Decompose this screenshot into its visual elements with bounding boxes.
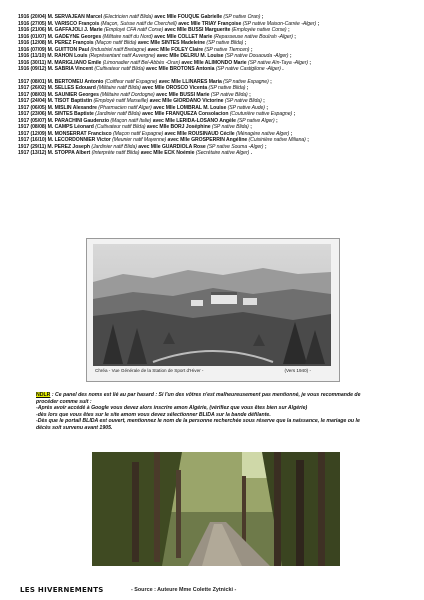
chrea-photo (93, 244, 331, 366)
entry-bride-note: (SP native Douaouda -Alger) (224, 53, 289, 59)
entry-avec: avec (156, 91, 168, 98)
entry-end: ; (244, 40, 247, 46)
entry-avec: avec (146, 124, 159, 130)
entry-avec: avec (167, 137, 179, 143)
entry-groom-note: (Maçon, Suisse natif de Cherchell) (100, 20, 177, 27)
entry-end: ; (250, 124, 252, 130)
entry-groom-note: (Représentant natif Auvergne) (88, 53, 156, 59)
entry-groom-note: (Cultivateur natif Blida) (95, 124, 146, 130)
entry-bride: Mlle ALIMONDO Marie (193, 59, 247, 66)
entry-groom-note: (Interprète natif Blida) (91, 150, 140, 156)
entry-bride: Mlle BROTONS Antonia (158, 66, 215, 72)
entry-groom-note: (Industriel natif Bretagne) (90, 46, 147, 53)
entry-avec: avec (138, 143, 150, 150)
entry-end: ; (309, 59, 312, 66)
entry-groom-note: (Pharmacien natif Alger) (98, 104, 152, 111)
entry-groom: M. SERVAJEAN Marcel (47, 14, 103, 20)
entry-bride: Mlle FOLÉY Claire (160, 46, 204, 53)
entry-avec: avec (153, 104, 165, 111)
entry-avec: avec (142, 85, 154, 91)
entry-end: ; (270, 78, 272, 85)
editor-note (36, 392, 400, 432)
entry-avec: avec (154, 33, 166, 40)
entry-groom: M. GADEYNE Georges (47, 33, 102, 40)
entry-bride-note: (Ménagère native Alger) (235, 130, 290, 137)
entry-groom-note: (Militaire natif Blida) (97, 85, 141, 91)
entry-bride-note: (SP native Blida) (206, 40, 244, 46)
entry-date: 1916 (21/06) (18, 27, 47, 33)
note-line-1 (36, 392, 400, 399)
entry-bride-note: (SP native Blida) (208, 85, 246, 91)
entry-avec: avec (154, 14, 166, 20)
note-line-6: décès soit survenu avant 1905. (36, 424, 113, 431)
forest-road-photo (92, 452, 340, 566)
entry-groom-note: (Jardinier natif Blida) (95, 111, 141, 117)
entry-groom-note: (Cultivateur natif Blida) (94, 66, 145, 72)
marriage-list (18, 14, 414, 157)
entry-bride-note: (SP native Aude) (227, 104, 265, 111)
entry-bride: Mlle GIORDANO Victorine (162, 98, 224, 104)
entry-date: 1916 (27/05) (18, 20, 47, 27)
note-text-1: : Ce panel des noms est lié au par hasard : Si l'un des vôtres n'est malheureusement pas mentionné, je vous recommande de (50, 392, 361, 398)
entry-end: . (282, 66, 284, 72)
entry-bride: Mlle FOUQUE Gabrielle (166, 14, 223, 20)
entry-date: 1917 (29/11) (18, 143, 47, 150)
entry-bride: Mlle OROSCO Vicenta (154, 85, 208, 91)
footer-series-title: LES HIVERNEMENTS (20, 586, 104, 594)
entry-avec: avec (181, 59, 193, 66)
entry-groom: M. MISLIN Alexandre (47, 104, 97, 111)
entry-end: ; (263, 98, 265, 104)
entry-groom-note: (Militaire natif Dordogne) (100, 91, 155, 98)
entry-bride-note: (Repasseuse native Bouïrah -Alger) (213, 33, 293, 40)
entry-groom: M. SABRIA Vincent (47, 66, 93, 72)
entry-groom: M. CAMPS Léonard (47, 124, 94, 130)
entry-end: ; (266, 104, 268, 111)
entry-avec: avec (146, 66, 158, 72)
entry-bride: Mlle LERIDA-LOSANO Angèle (165, 117, 236, 124)
entry-avec: avec (164, 27, 176, 33)
entry-groom: M. SELLES Edouard (47, 85, 96, 91)
entry-groom: M. MONSERRAT Francisco (47, 130, 112, 137)
entry-avec: avec (152, 117, 164, 124)
entry-groom-note: (Limonadier natif Bel-Abbès -Oran) (102, 59, 181, 66)
entry-date: 1916 (12/08) (18, 40, 47, 46)
entry-groom-note: (Employé CFA natif Corse) (104, 27, 164, 33)
entry-groom-note: (Maçon natif Blida) (94, 40, 137, 46)
entry-bride: Mlle BUSSI Marie (168, 91, 210, 98)
entry-groom-note: (Coiffeur natif Espagne) (104, 78, 158, 85)
entry-bride-note: (SP native Blida) (210, 91, 248, 98)
entry-end: ; (307, 137, 309, 143)
entry-groom: M. VARISCO François (47, 20, 100, 27)
entry-date: 1916 (11/10) (18, 53, 47, 59)
entry-avec: avec (156, 53, 168, 59)
caption-date: (Vers 1940) - (284, 368, 311, 373)
entry-bride: Mlle BORJ Joséphine (159, 124, 211, 130)
entry-bride-note: (Cuisinière native Miliana) (248, 137, 306, 143)
entry-bride-note: (SP native Blida) (211, 124, 249, 130)
entry-groom: M. SAUNIER Georges (47, 91, 99, 98)
entry-bride: Mlle ECK Noémie (153, 150, 195, 156)
entry-groom-note: (Militaire natif du Nord) (102, 33, 153, 40)
entry-avec: avec (178, 20, 190, 27)
entry-date: 1916 (09/12) (18, 66, 47, 72)
entry-bride-note: (Employée native Corse) (231, 27, 287, 33)
entry-end: ; (275, 117, 278, 124)
entry-avec: avec (158, 78, 170, 85)
entry-groom: M. LECORDONNIER Victor (47, 137, 111, 143)
entry-groom: M. STOPPA Albert (47, 150, 91, 156)
entry-bride-note: (SP native Maison-Carrée -Alger) (242, 20, 317, 27)
entry-bride: Mlle ROUSINAUD Cécile (177, 130, 235, 137)
entry-bride-note: (Secrétaire native Alger) (195, 150, 250, 156)
note-line-2: procéder comme suit : (36, 398, 92, 405)
entry-groom: M. GAFFAJOLI J. Marie (47, 27, 103, 33)
entry-groom: M. MARIGLIANO Emile (47, 59, 102, 66)
chrea-landscape-image (93, 244, 331, 366)
entry-date: 1917 (06/05) (18, 104, 47, 111)
entry-end: ; (249, 91, 251, 98)
entry-date: 1916 (30/11) (18, 59, 47, 66)
entry-avec: avec (149, 98, 161, 104)
entry-end: ; (264, 143, 267, 150)
entry-groom-note: (Maçon natif Espagne) (112, 130, 164, 137)
entry-avec: avec (137, 40, 149, 46)
marriage-list-1916 (18, 14, 414, 73)
entry-end: ; (261, 14, 264, 20)
entry-end: ; (246, 85, 249, 91)
entry-avec: avec (142, 111, 154, 117)
note-line-5: -Dès que le portail BLIDA est ouvert, mentionnez le nom de la personne recherchée sous réserve que la naissance, le mariage ou le (36, 418, 360, 425)
entry-end: ; (290, 130, 293, 137)
entry-bride: Mlle COLLET Marie (166, 33, 213, 40)
entry-date: 1917 (05/07) (18, 117, 47, 124)
entry-end: . (250, 150, 252, 156)
entry-date: 1917 (24/04) (18, 98, 47, 104)
entry-end: ; (317, 20, 320, 27)
entry-date: 1917 (23/06) (18, 111, 47, 117)
entry-date: 1917 (08/03) (18, 91, 47, 98)
entry-bride-note: (SP native Aïn-Taya -Alger) (247, 59, 309, 66)
entry-bride-note: (SP native Alger) (237, 117, 275, 124)
entry-groom-note: (Employé natif Marseille) (93, 98, 149, 104)
entry-groom: M. TISOT Baptistin (47, 98, 93, 104)
entry-date: 1917 (08/01) (18, 78, 47, 85)
entry-groom: M. PARACHINI Gaudenzio (47, 117, 110, 124)
entry-date: 1916 (20/04) (18, 14, 47, 20)
entry-groom: M. BERTOMEU Antonio (47, 78, 104, 85)
entry-end: ; (250, 46, 253, 53)
entry-bride: Mlle GUARDIOLA Rose (150, 143, 206, 150)
ndlr-tag: NDLR (36, 392, 51, 398)
note-line-3: -Après avoir accédé à Google vous devez alors inscrire amon Algérie, (vérifiez que vous êtes bien sur Algérie) (36, 405, 308, 412)
entry-end: ; (294, 33, 296, 40)
entry-end: ; (287, 27, 290, 33)
entry-bride-note: (SP native Oran) (223, 14, 261, 20)
entry-end: ; (293, 111, 296, 117)
entry-date: 1917 (12/09) (18, 130, 47, 137)
entry-bride-note: (SP native Blida) (224, 98, 262, 104)
entry-bride-note: (Couturière native Espagne) (229, 111, 293, 117)
entry-groom: M. GUITTON Paul (47, 46, 89, 53)
entry-avec: avec (147, 46, 159, 53)
marriage-entry (18, 150, 414, 157)
entry-date: 1917 (13/12) (18, 150, 47, 156)
chrea-postcard (86, 238, 340, 382)
entry-groom: M. PEREZ Joseph (47, 143, 90, 150)
entry-bride-note: (SP native Souma -Alger) (207, 143, 264, 150)
entry-date: 1917 (16/10) (18, 137, 47, 143)
entry-date: 1917 (08/08) (18, 124, 47, 130)
entry-date: 1916 (01/07) (18, 33, 47, 40)
entry-end: ; (289, 53, 292, 59)
entry-groom-note: (Electricien natif Blida) (103, 14, 153, 20)
entry-bride: Mlle FRANQUEZA Consolacion (154, 111, 229, 117)
entry-bride-note: (SP native Tlemcen) (204, 46, 250, 53)
entry-groom: M. SINTES Baptiste (47, 111, 94, 117)
entry-bride: Mlle DELRIU M. Louise (169, 53, 224, 59)
entry-bride: Mlle SINTES Madeleine (150, 40, 206, 46)
entry-bride: Mlle GROSPERRIN Angéline (180, 137, 248, 143)
entry-groom: M. RAHON Louis (47, 53, 88, 59)
entry-groom-note: (Meunier natif Mayenne) (112, 137, 167, 143)
marriage-list-1917 (18, 79, 414, 157)
entry-bride: Mlle TRIAY Françoise (190, 20, 242, 27)
entry-avec: avec (140, 150, 152, 156)
entry-date: 1917 (26/02) (18, 85, 47, 91)
entry-avec: avec (164, 130, 176, 137)
entry-bride: Mlle LOMBRAL M. Louise (165, 104, 227, 111)
entry-groom-note: (Jardinier natif Blida) (91, 143, 137, 150)
footer-source: - Source : Auteure Mme Colette Zytnicki - (131, 587, 237, 593)
postcard-caption (95, 367, 331, 375)
entry-date: 1916 (07/09) (18, 46, 47, 53)
cedar-forest-image (92, 452, 340, 566)
entry-bride: Mlle LLINARES Maria (171, 78, 222, 85)
entry-groom: M. PEREZ François (47, 40, 94, 46)
entry-bride-note: (SP native Castiglione -Alger) (215, 66, 281, 72)
entry-groom-note: (Maçon natif Italie) (110, 117, 152, 124)
entry-bride-note: (SP native Espagne) (223, 78, 269, 85)
entry-bride: Mlle BUSSI Marguerite (176, 27, 231, 33)
note-line-4: -dès lors que vous êtes sur le site amom vous devez sélectionner BLIDA sur la bande défilante. (36, 411, 271, 418)
caption-title: Chréa - Vue Générale de la Station de Sport d'Hiver - (95, 368, 204, 373)
